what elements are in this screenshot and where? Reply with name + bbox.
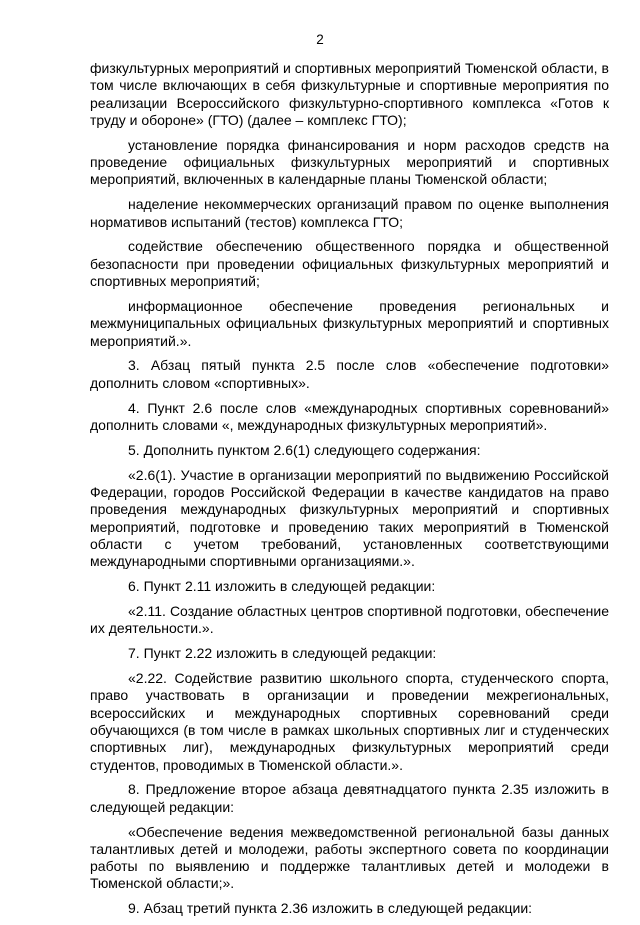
paragraph: 5. Дополнить пунктом 2.6(1) следующего содержания: [128,441,481,458]
paragraph: информационное обеспечение проведения региональных и межмуниципальных официальных физкультурных мероприятий и спортивных мероприятий.». [90,297,609,349]
paragraph: установление порядка финансирования и норм расходов средств на проведение официальных физкультурных мероприятий и спортивных мероприятий, включенных в календарные планы Тюменской области; [90,136,609,188]
paragraph: наделение некоммерческих организаций правом по оценке выполнения нормативов испытаний (тестов) комплекса ГТО; [90,196,609,230]
paragraph: 9. Абзац третий пункта 2.36 изложить в следующей редакции: [128,900,533,917]
page-number: 2 [316,32,324,47]
paragraph: 4. Пункт 2.6 после слов «международных спортивных соревнований» дополнить словами «, международных физкультурных мероприятий». [90,399,609,433]
paragraph: «2.6(1). Участие в организации мероприятий по выдвижению Российской Федерации, городов Российской Федерации в качестве кандидатов на право проведения международных физкультурных мероприятий и спортивных мероприятий, подготовке и проведению таких мероприятий в Тюменской области с учетом требований, установленных соответствующими международными спортивными организациями.». [90,466,609,570]
paragraph: 6. Пункт 2.11 изложить в следующей редакции: [128,578,436,595]
paragraph: 3. Абзац пятый пункта 2.5 после слов «обеспечение подготовки» дополнить словом «спортивных». [90,357,609,391]
paragraph: 7. Пункт 2.22 изложить в следующей редакции: [128,645,437,662]
paragraph: «2.11. Создание областных центров спортивной подготовки, обеспечение их деятельности.». [90,602,609,637]
document-body [90,60,609,925]
paragraph: «2.22. Содействие развитию школьного спорта, студенческого спорта, право участвовать в организации и проведении межрегиональных, всероссийских и международных спортивных соревнований среди обучающихся (в том числе в рамках школьных спортивных лиг и студенческих спортивных лиг), международных физкультурных мероприятий среди студентов, проводимых в Тюменской области.». [90,670,609,773]
paragraph: физкультурных мероприятий и спортивных мероприятий Тюменской области, в том числе включающих в себя физкультурные и спортивные мероприятия по реализации Всероссийского физкультурно-спортивного комплекса «Готов к труду и обороне» (ГТО) (далее – комплекс ГТО); [90,60,609,128]
paragraph: «Обеспечение ведения межведомственной региональной базы данных талантливых детей и молодежи, работы экспертного совета по координации работы по выявлению и поддержке талантливых детей и молодежи в Тюменской области;». [90,823,609,892]
paragraph: 8. Предложение второе абзаца девятнадцатого пункта 2.35 изложить в следующей редакции: [90,781,609,815]
paragraph: содействие обеспечению общественного порядка и общественной безопасности при проведении официальных физкультурных мероприятий и спортивных мероприятий; [90,238,609,290]
